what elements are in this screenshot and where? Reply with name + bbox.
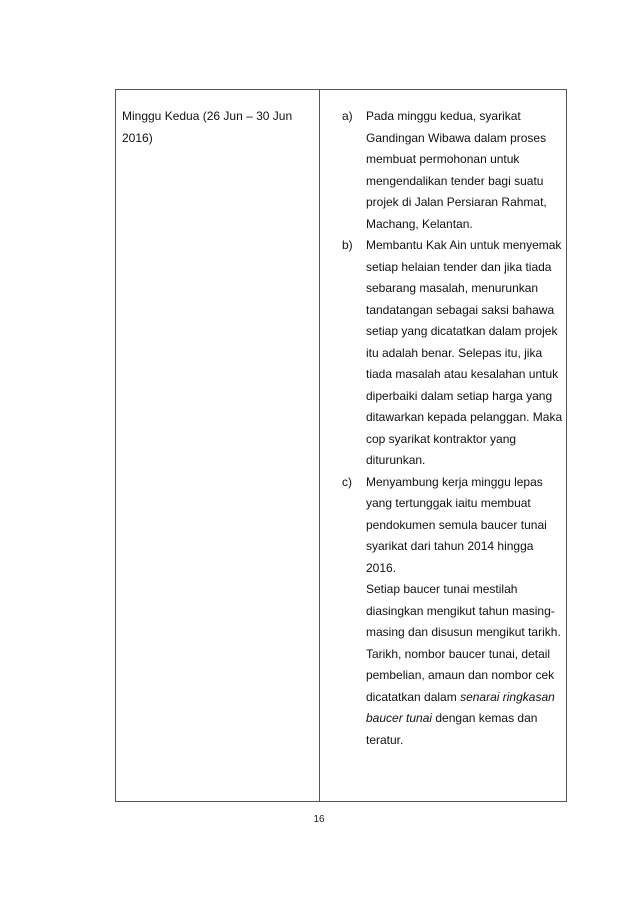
item-text-before: Menyambung kerja minggu lepas yang tertunggak iaitu membuat pendokumen semula baucer tunai syarikat dari tahun 2014 hingga 2016. Setiap baucer tunai mestilah diasingkan mengikut tahun masing- masing dan disusun mengikut tarikh. Tarikh, nombor baucer tunai, detail pembelian, amaun dan nombor cek dicatatkan dalam (366, 474, 561, 704)
schedule-table (115, 89, 567, 802)
item-marker: c) (342, 474, 352, 489)
item-marker: b) (342, 238, 353, 252)
week-label-line-2: 2016) (122, 130, 153, 145)
activity-item-a (342, 106, 564, 235)
item-text (366, 472, 564, 752)
item-text: Membantu Kak Ain untuk menyemak setiap helaian tender dan jika tiada sebarang masalah, menurunkan tandatangan sebagai saksi bahawa setiap yang dicatatkan dalam projek itu adalah benar. Selepas itu, jika tiada masalah atau kesalahan untuk diperbaiki dalam setiap harga yang ditawarkan kepada pelanggan. Maka cop syarikat kontraktor yang diturunkan. (366, 238, 563, 467)
item-marker: a) (342, 109, 353, 123)
item-text: Pada minggu kedua, syarikat Gandingan Wibawa dalam proses membuat permohonan untuk mengendalikan tender bagi suatu projek di Jalan Persiaran Rahmat, Machang, Kelantan. (366, 109, 547, 231)
column-divider (319, 90, 320, 801)
item-text-after: dengan kemas dan teratur. (366, 711, 538, 747)
week-label-line-1: Minggu Kedua (26 Jun – 30 Jun (122, 109, 293, 123)
page-number: 16 (313, 814, 325, 825)
activity-cell (342, 106, 564, 751)
item-text-italic: senarai ringkasan baucer tunai (366, 689, 555, 725)
activity-item-b (342, 235, 564, 472)
activity-item-c (342, 472, 564, 752)
week-cell (122, 106, 312, 149)
